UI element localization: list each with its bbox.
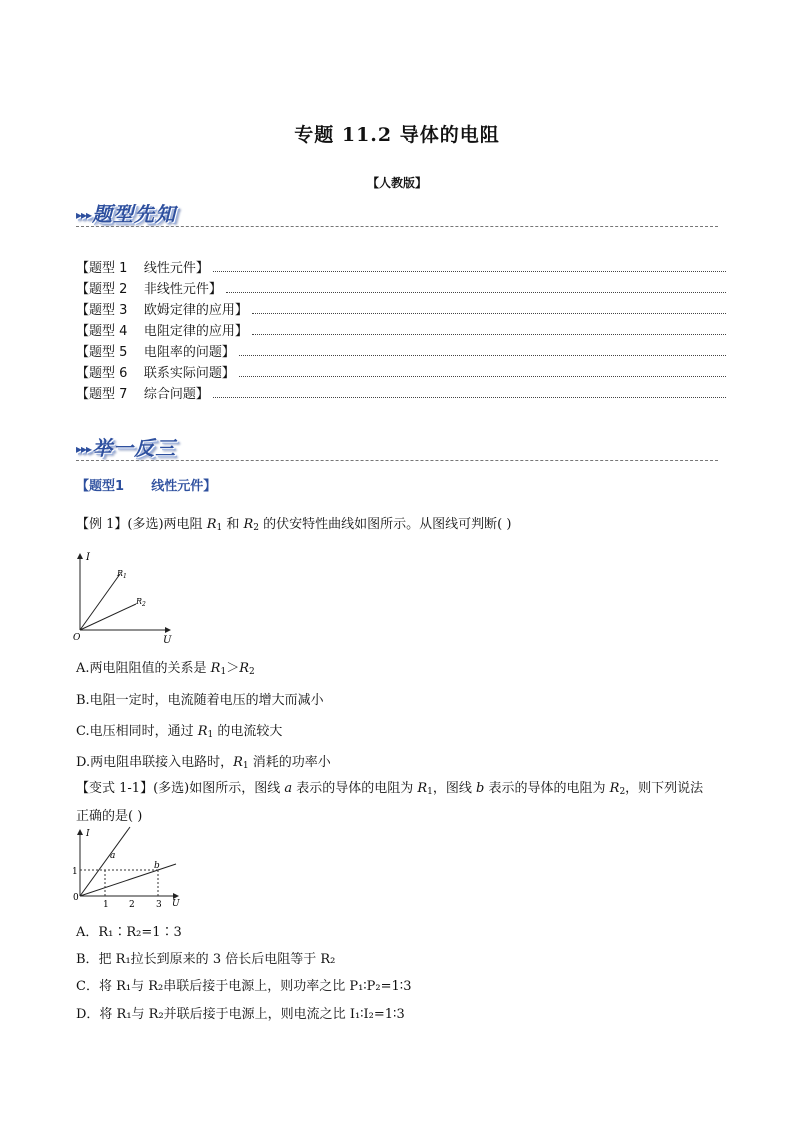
- example-question: [76, 513, 511, 533]
- toc-item[interactable]: [76, 319, 726, 339]
- toc-item-label: 【题型 7 综合问题】: [76, 387, 209, 402]
- var: a: [284, 781, 293, 796]
- text: 的伏安特性曲线如图所示。从图线可判断( ): [259, 517, 512, 532]
- line-r2-label: $R_2$: [136, 597, 146, 608]
- sub: 2: [619, 787, 626, 797]
- text: A.两电阻阻值的关系是: [76, 661, 211, 676]
- line-b-label: b: [154, 861, 160, 871]
- line-r2: [80, 604, 136, 630]
- sub: 2: [253, 523, 260, 533]
- toc-leader: [252, 334, 726, 335]
- variant-option-c[interactable]: C．将 R₁与 R₂串联后接于电源上，则功率之比 P₁∶P₂=1∶3: [76, 979, 412, 994]
- toc-item[interactable]: [76, 382, 726, 402]
- toc-leader: [213, 271, 726, 272]
- y-axis-label: I: [86, 829, 90, 839]
- y-axis-label: I: [86, 552, 90, 563]
- var: R: [243, 517, 254, 532]
- text: ＞: [226, 661, 240, 676]
- sub: 1: [242, 761, 249, 771]
- var: R: [233, 755, 243, 770]
- text: 消耗的功率小: [248, 755, 331, 770]
- var: R: [417, 781, 428, 796]
- variant-question: [76, 777, 703, 797]
- text: ，则下列说法: [625, 781, 704, 796]
- banner-arrows-icon: ▸▸▸: [76, 208, 92, 222]
- toc-item-label: 【题型 4 电阻定律的应用】: [76, 324, 248, 339]
- toc-item-label: 【题型 6 联系实际问题】: [76, 366, 235, 381]
- line-r1-label: $R_1$: [117, 569, 127, 580]
- text: 和: [222, 517, 244, 532]
- x-tick-label: 2: [129, 900, 135, 910]
- var: R: [206, 517, 217, 532]
- toc-item[interactable]: [76, 340, 726, 360]
- var: R: [197, 724, 208, 739]
- toc-item-label: 【题型 5 电阻率的问题】: [76, 345, 235, 360]
- toc-leader: [213, 397, 726, 398]
- variant-option-a[interactable]: A．R₁∶R₂=1∶3: [76, 925, 182, 940]
- banner-divider: [76, 460, 718, 461]
- origin-label: 0: [73, 893, 79, 903]
- x-axis-label: U: [163, 635, 172, 646]
- x-axis-label: U: [172, 899, 180, 909]
- sub: 1: [216, 523, 223, 533]
- var: b: [476, 781, 485, 796]
- text: C.电压相同时，通过: [76, 724, 198, 739]
- var: R: [210, 661, 221, 676]
- toc-item[interactable]: [76, 277, 726, 297]
- toc-leader: [226, 292, 726, 293]
- toc-item[interactable]: [76, 256, 726, 276]
- iu-graph-example: [70, 548, 180, 648]
- toc-item[interactable]: [76, 298, 726, 318]
- toc-leader: [252, 313, 726, 314]
- toc-item-label: 【题型 1 线性元件】: [76, 261, 209, 276]
- line-r1: [80, 574, 120, 630]
- text: D.两电阻串联接入电路时，: [76, 755, 234, 770]
- sub: 1: [220, 667, 227, 677]
- text: 表示的导体的电阻为: [484, 781, 610, 796]
- sub: 1: [427, 787, 433, 797]
- text: 【变式 1-1】(多选)如图所示，图线: [76, 781, 285, 796]
- banner-title: 举一反三: [92, 436, 177, 460]
- x-tick-label: 1: [103, 900, 109, 910]
- line-b: [80, 864, 176, 896]
- toc-leader: [239, 376, 726, 377]
- variant-option-b[interactable]: B．把 R₁拉长到原来的 3 倍长后电阻等于 R₂: [76, 952, 336, 967]
- variant-option-d[interactable]: D．将 R₁与 R₂并联后接于电源上，则电流之比 I₁∶I₂=1∶3: [76, 1007, 405, 1022]
- toc-item[interactable]: [76, 361, 726, 381]
- option-a[interactable]: [76, 657, 255, 677]
- text: 表示的导体的电阻为: [292, 781, 418, 796]
- var: R: [239, 661, 249, 676]
- iu-graph-variant: [68, 826, 188, 910]
- page-title: 专题 11.2 导体的电阻: [294, 124, 500, 146]
- variant-question-cont: 正确的是( ): [76, 809, 143, 824]
- option-c[interactable]: [76, 720, 282, 740]
- section-heading: 【题型1 线性元件】: [76, 479, 217, 494]
- text: ，图线: [432, 781, 477, 796]
- x-tick-label: 3: [156, 900, 162, 910]
- sub: 2: [249, 667, 255, 677]
- text: 的电流较大: [213, 724, 283, 739]
- origin-label: O: [73, 633, 81, 643]
- y-tick-label: 1: [72, 867, 78, 877]
- toc-leader: [239, 355, 726, 356]
- text: B.电阻一定时，电流随着电压的增大而减小: [76, 693, 324, 708]
- banner-divider: [76, 226, 718, 227]
- example-tag: 【例 1】: [76, 517, 128, 532]
- edition-label: 【人教版】: [366, 176, 427, 190]
- text: (多选)两电阻: [127, 517, 207, 532]
- toc-item-label: 【题型 3 欧姆定律的应用】: [76, 303, 248, 318]
- option-b[interactable]: [76, 689, 324, 708]
- sub: 1: [207, 730, 214, 740]
- banner-question-types: [76, 198, 176, 227]
- banner-arrows-icon: ▸▸▸: [76, 442, 92, 456]
- toc-item-label: 【题型 2 非线性元件】: [76, 282, 222, 297]
- var: R: [609, 781, 620, 796]
- banner-title: 题型先知: [92, 202, 177, 226]
- line-a-label: a: [110, 851, 116, 861]
- banner-practice: [76, 432, 176, 461]
- option-d[interactable]: [76, 751, 331, 771]
